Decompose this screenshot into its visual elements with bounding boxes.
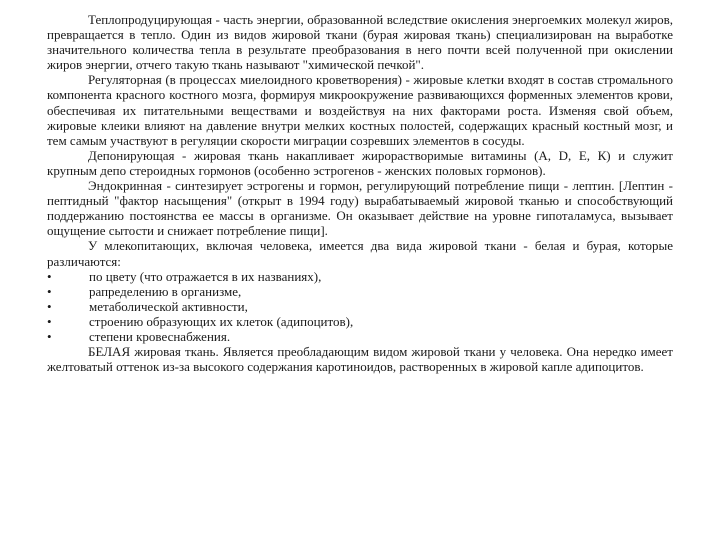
paragraph-thermogenic: Теплопродуцирующая - часть энергии, образованной вследствие окисления энергоемких молекул жиров, превращается в тепло. Один из видов жировой ткани (бурая жировая ткань) специализирован на выработке значительного количества тепла в результате преобразования в него почти всей полученной при окислении жиров энергии, отчего такую ткань называют "химической печкой". <box>47 12 673 73</box>
bullet-icon: • <box>47 313 52 329</box>
list-item-text: рапределению в организме, <box>89 283 242 299</box>
list-item <box>47 269 673 284</box>
bullet-icon: • <box>47 298 52 314</box>
list-item-text: по цвету (что отражается в их названиях), <box>89 268 322 284</box>
differences-list <box>47 269 673 344</box>
list-item-text: степени кровеснабжения. <box>89 328 231 344</box>
list-item <box>47 314 673 329</box>
paragraph-endocrine: Эндокринная - синтезирует эстрогены и гормон, регулирующий потребление пищи - лептин. [Лептин - пептидный "фактор насыщения" (открыт в 1994 году) вырабатываемый жировой тканью и способствующий поддержанию постоянства ее массы в организме. Он оказывает действие на уровне гипоталамуса, вызывает ощущение сытости и снижает потребление пищи]. <box>47 178 673 239</box>
list-item <box>47 329 673 344</box>
list-item <box>47 284 673 299</box>
paragraph-tissue-types-intro: У млекопитающих, включая человека, имеется два вида жировой ткани - белая и бурая, которые различаются: <box>47 238 673 269</box>
list-item <box>47 299 673 314</box>
bullet-icon: • <box>47 268 52 284</box>
list-item-text: строению образующих их клеток (адипоцитов), <box>89 313 354 329</box>
paragraph-depositing: Депонирующая - жировая ткань накапливает жирорастворимые витамины (А, D, Е, К) и служит крупным депо стероидных гормонов (особенно эстрогенов - женских половых гормонов). <box>47 147 673 178</box>
paragraph-white-adipose: БЕЛАЯ жировая ткань. Является преобладающим видом жировой ткани у человека. Она нередко имеет желтоватый оттенок из-за высокого содержания каротиноидов, растворенных в жировой капле адипоцитов. <box>47 344 673 375</box>
list-item-text: метаболической активности, <box>89 298 248 314</box>
paragraph-regulatory: Регуляторная (в процессах миелоидного кроветворения) - жировые клетки входят в состав стромального компонента красного костного мозга, формируя микроокружение развивающихся форменных элементов крови, обеспечивая их питательными веществами и воздействуя на них факторами роста. Изменяя свой объем, жировые клеики влияют на давление внутри мелких костных полостей, содержащих красный костный мозг, и тем самым участвуют в регуляции скорости миграции созревших элементов в сосуды. <box>47 72 673 148</box>
bullet-icon: • <box>47 283 52 299</box>
bullet-icon: • <box>47 328 52 344</box>
